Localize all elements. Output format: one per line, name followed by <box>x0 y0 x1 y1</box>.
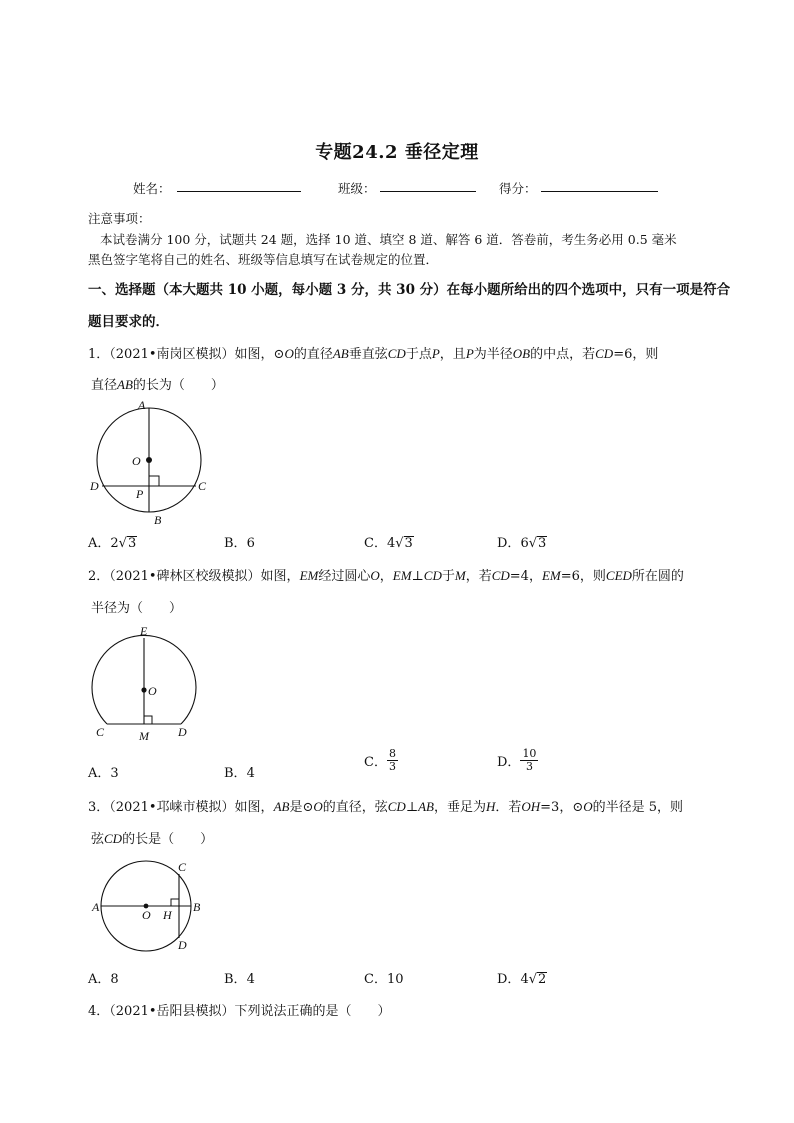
q2-option-a[interactable]: A．3 <box>88 766 119 781</box>
class-label: 班级： <box>338 181 376 196</box>
fig1-label-d: D <box>90 479 99 493</box>
question-1-stem: 1．（2021•南岗区模拟）如图，⊙O的直径AB垂直弦CD于点P，且P为半径OB的中点，若CD=6，则 <box>88 346 659 362</box>
fig2-label-o: O <box>148 684 157 698</box>
q1-option-a[interactable]: A．2√3 <box>88 536 137 551</box>
q3-option-b[interactable]: B．4 <box>224 972 255 987</box>
question-3-stem: 3．（2021•邛崃市模拟）如图，AB是⊙O的直径，弦CD⊥AB，垂足为H．若OH=3，⊙O的半径是 5，则 <box>88 799 684 815</box>
class-blank[interactable] <box>380 191 476 192</box>
q1-option-b[interactable]: B．6 <box>224 536 255 551</box>
fig2-label-d: D <box>178 725 187 739</box>
fig1-label-p: P <box>136 487 144 501</box>
q2-option-b[interactable]: B．4 <box>224 766 255 781</box>
fig3-label-a: A <box>92 900 100 914</box>
fig2-label-c: C <box>96 725 105 739</box>
fig3-label-h: H <box>163 908 172 922</box>
fig1-label-c: C <box>198 479 207 493</box>
name-blank[interactable] <box>177 191 301 192</box>
q1-option-c[interactable]: C．4√3 <box>364 536 413 551</box>
question-2-stem-cont: 半径为（ ） <box>91 601 183 616</box>
q3-option-c[interactable]: C．10 <box>364 972 404 987</box>
page-title: 专题24.2 垂径定理 <box>315 142 479 163</box>
figure-2 <box>90 620 200 742</box>
q3-option-a[interactable]: A．8 <box>88 972 119 987</box>
notes-line-2: 黑色签字笔将自己的姓名、班级等信息填写在试卷规定的位置． <box>88 252 439 267</box>
notes-heading: 注意事项： <box>88 211 151 226</box>
q1-option-d[interactable]: D．6√3 <box>497 536 547 551</box>
q2-option-c[interactable]: C． $\frac{8}{3}$ <box>364 747 396 773</box>
question-2-stem: 2．（2021•碑林区校级模拟）如图，EM经过圆心O，EM⊥CD于M，若CD=4，EM=6，则CED所在圆的 <box>88 568 684 584</box>
fig2-label-e: E <box>140 624 148 638</box>
figure-1 <box>88 396 218 528</box>
section-heading-cont: 题目要求的． <box>88 314 169 330</box>
fig3-label-d: D <box>178 938 187 952</box>
score-label: 得分： <box>499 181 537 196</box>
question-1-stem-cont: 直径AB的长为（ ） <box>91 377 224 393</box>
fig1-label-a: A <box>138 398 146 412</box>
section-heading: 一、选择题（本大题共 10 小题，每小题 3 分，共 30 分）在每小题所给出的四个选项中，只有一项是符合 <box>88 282 731 298</box>
fig3-label-o: O <box>142 908 151 922</box>
notes-line-1: 本试卷满分 100 分，试题共 24 题，选择 10 道、填空 8 道、解答 6 道．答卷前，考生务必用 0.5 毫米 <box>100 232 677 247</box>
name-label: 姓名： <box>133 181 171 196</box>
q2-option-d[interactable]: D． $\frac{10}{3}$ <box>497 747 537 773</box>
score-blank[interactable] <box>541 191 658 192</box>
fig2-label-m: M <box>139 729 149 742</box>
fig3-label-b: B <box>193 900 201 914</box>
question-3-stem-cont: 弦CD的长是（ ） <box>91 831 214 847</box>
fig1-label-b: B <box>154 513 162 527</box>
figure-3 <box>90 855 210 965</box>
fig1-label-o: O <box>132 454 141 468</box>
question-4-stem: 4．（2021•岳阳县模拟）下列说法正确的是（ ） <box>88 1004 391 1019</box>
q3-option-d[interactable]: D．4√2 <box>497 972 547 987</box>
fig3-label-c: C <box>178 860 187 874</box>
